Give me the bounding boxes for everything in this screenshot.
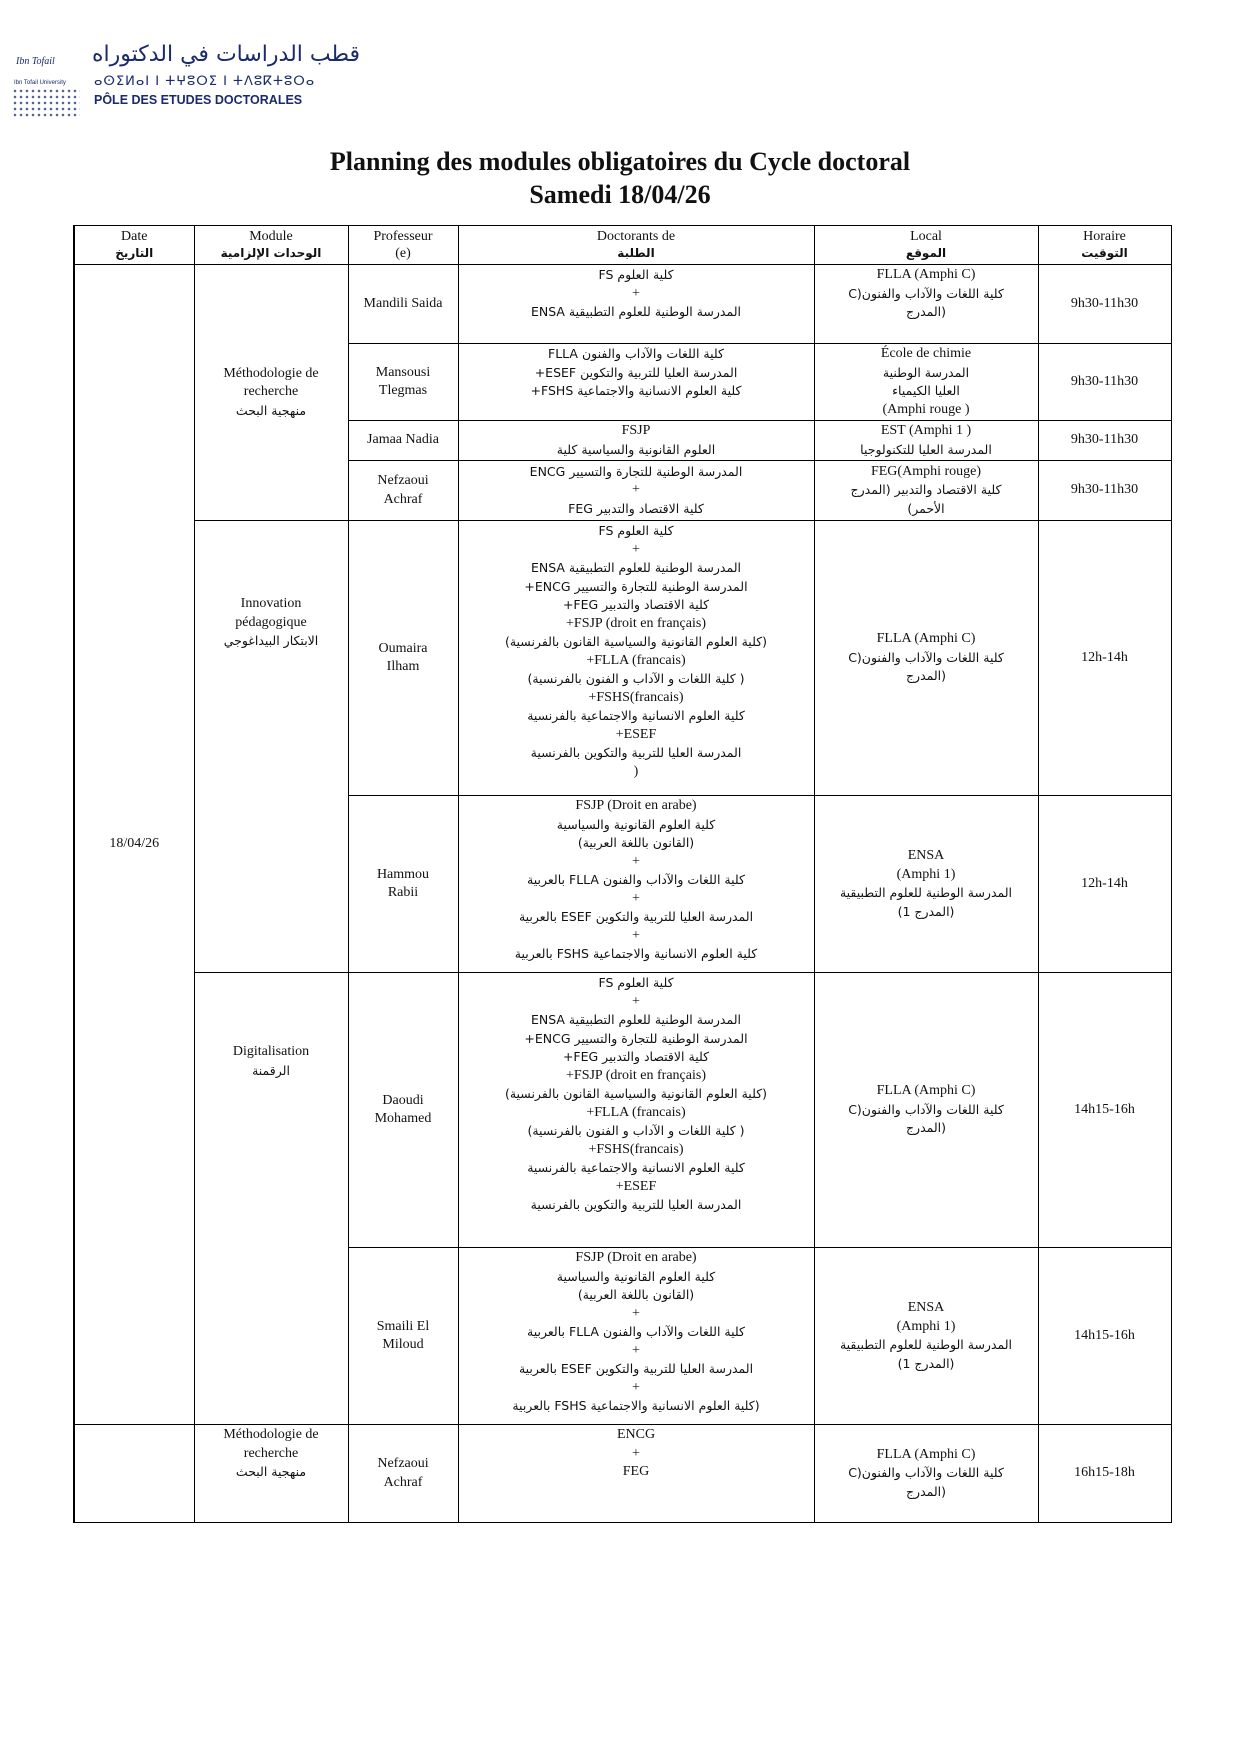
doctorants-cell: FSJP (Droit en arabe) كلية العلوم القانونية والسياسية (القانون باللغة العربية) + كلية اللغات والآداب والفنون FLLA بالعربية + المدرسة العليا للتربية والتكوين ESEF بالعربية + (كلية العلوم الانسانية والاجتماعية FSHS بالعربية <box>458 1248 814 1425</box>
ibn-tofail-university-logo-mark <box>10 40 82 122</box>
professeur-cell: Daoudi Mohamed <box>348 973 458 1248</box>
logo-french-title: PÔLE DES ETUDES DOCTORALES <box>94 93 303 107</box>
header-local: Local الموقع <box>814 226 1038 265</box>
header-professeur: Professeur (e) <box>348 226 458 265</box>
doctorants-cell: FSJP (Droit en arabe) كلية العلوم القانونية والسياسية (القانون باللغة العربية) + كلية اللغات والآداب والفنون FLLA بالعربية + المدرسة العليا للتربية والتكوين ESEF بالعربية + كلية العلوم الانسانية والاجتماعية FSHS بالعربية <box>458 796 814 973</box>
local-cell: FLLA (Amphi C) C)كلية اللغات والآداب والفنون (المدرج <box>814 973 1038 1248</box>
professeur-cell: Nefzaoui Achraf <box>348 1425 458 1523</box>
doctorants-cell: FSJP العلوم القانونية والسياسية كلية <box>458 421 814 461</box>
doctorants-cell: ENCG + FEG <box>458 1425 814 1523</box>
professeur-cell: Mansousi Tlegmas <box>348 344 458 421</box>
horaire-cell: 16h15-18h <box>1038 1425 1171 1523</box>
professeur-cell: Smaili El Miloud <box>348 1248 458 1425</box>
table-row <box>74 973 1171 1248</box>
header-date: Date التاريخ <box>74 226 194 265</box>
horaire-cell: 12h-14h <box>1038 521 1171 796</box>
table-row <box>74 265 1171 344</box>
pole-etudes-doctorales-logo <box>10 40 361 122</box>
university-name: Ibn Tofail University <box>14 80 66 86</box>
doctorants-cell: المدرسة الوطنية للتجارة والتسيير ENCG + كلية الاقتصاد والتدبير FEG <box>458 461 814 521</box>
page-title: Planning des modules obligatoires du Cycle doctoral <box>329 147 911 176</box>
local-cell: EST (Amphi 1 ) المدرسة العليا للتكنولوجيا <box>814 421 1038 461</box>
date-cell: 18/04/26 <box>74 265 194 1425</box>
module-cell-digitalisation: Digitalisation الرقمنة <box>194 973 348 1425</box>
module-cell-methodologie-2: Méthodologie de recherche منهجية البحث <box>194 1425 348 1523</box>
professeur-cell: Hammou Rabii <box>348 796 458 973</box>
doctorants-cell: كلية العلوم FS + المدرسة الوطنية للعلوم التطبيقية ENSA المدرسة الوطنية للتجارة والتسيير ENCG+ كلية الاقتصاد والتدبير FEG+ +FSJP (droit en français) (كلية العلوم القانونية والسياسية القانون بالفرنسية) +FLLA (francais) ( كلية اللغات و الآداب و الفنون بالفرنسية) +FSHS(francais) كلية العلوم الانسانية والاجتماعية بالفرنسية +ESEF المدرسة العليا للتربية والتكوين بالفرنسية ) <box>458 521 814 796</box>
module-cell-methodologie: Méthodologie de recherche منهجية البحث <box>194 265 348 521</box>
table-row <box>74 1425 1171 1523</box>
doctorants-cell: كلية اللغات والآداب والفنون FLLA المدرسة العليا للتربية والتكوين ESEF+ كلية العلوم الانسانية والاجتماعية FSHS+ <box>458 344 814 421</box>
header-horaire: Horaire التوقيت <box>1038 226 1171 265</box>
local-cell: FLLA (Amphi C) C)كلية اللغات والآداب والفنون (المدرج <box>814 521 1038 796</box>
date-cell-empty <box>74 1425 194 1523</box>
horaire-cell: 12h-14h <box>1038 796 1171 973</box>
logo-tifinagh-title: ⴰⵙⵉⵍⴰⵏ ⵏ ⵜⵖⵓⵔⵉ ⵏ ⵜⴷⵓⴽⵜⵓⵔⴰ <box>94 74 316 89</box>
local-cell: FLLA (Amphi C) C)كلية اللغات والآداب والفنون (المدرج <box>814 1425 1038 1523</box>
table-header-row <box>74 226 1171 265</box>
local-cell: FEG(Amphi rouge) كلية الاقتصاد والتدبير (المدرج الأحمر) <box>814 461 1038 521</box>
horaire-cell: 9h30-11h30 <box>1038 265 1171 344</box>
horaire-cell: 9h30-11h30 <box>1038 461 1171 521</box>
local-cell: ENSA (Amphi 1) المدرسة الوطنية للعلوم التطبيقية (المدرج 1) <box>814 796 1038 973</box>
local-cell: ENSA (Amphi 1) المدرسة الوطنية للعلوم التطبيقية (المدرج 1) <box>814 1248 1038 1425</box>
university-script: Ibn Tofail <box>16 56 55 67</box>
horaire-cell: 9h30-11h30 <box>1038 421 1171 461</box>
local-cell: École de chimie المدرسة الوطنية العليا الكيمياء (Amphi rouge ) <box>814 344 1038 421</box>
module-cell-innovation: Innovation pédagogique الابتكار البيداغوجي <box>194 521 348 973</box>
professeur-cell: Mandili Saida <box>348 265 458 344</box>
horaire-cell: 14h15-16h <box>1038 973 1171 1248</box>
mosaic-pattern-icon <box>12 88 80 118</box>
professeur-cell: Oumaira Ilham <box>348 521 458 796</box>
local-cell: FLLA (Amphi C) C)كلية اللغات والآداب والفنون (المدرج <box>814 265 1038 344</box>
schedule-table <box>73 225 1172 1523</box>
page-subtitle-date: Samedi 18/04/26 <box>529 180 711 209</box>
header-doctorants: Doctorants de الطلبة <box>458 226 814 265</box>
professeur-cell: Nefzaoui Achraf <box>348 461 458 521</box>
logo-arabic-title: قطب الدراسات في الدكتوراه <box>92 42 361 67</box>
professeur-cell: Jamaa Nadia <box>348 421 458 461</box>
horaire-cell: 9h30-11h30 <box>1038 344 1171 421</box>
table-row <box>74 521 1171 796</box>
doctorants-cell: كلية العلوم FS + المدرسة الوطنية للعلوم التطبيقية ENSA المدرسة الوطنية للتجارة والتسيير ENCG+ كلية الاقتصاد والتدبير FEG+ +FSJP (droit en français) (كلية العلوم القانونية والسياسية القانون بالفرنسية) +FLLA (francais) ( كلية اللغات و الآداب و الفنون بالفرنسية) +FSHS(francais) كلية العلوم الانسانية والاجتماعية بالفرنسية +ESEF المدرسة العليا للتربية والتكوين بالفرنسية <box>458 973 814 1248</box>
doctorants-cell: كلية العلوم FS + المدرسة الوطنية للعلوم التطبيقية ENSA <box>458 265 814 344</box>
horaire-cell: 14h15-16h <box>1038 1248 1171 1425</box>
header-module: Module الوحدات الإلزامية <box>194 226 348 265</box>
